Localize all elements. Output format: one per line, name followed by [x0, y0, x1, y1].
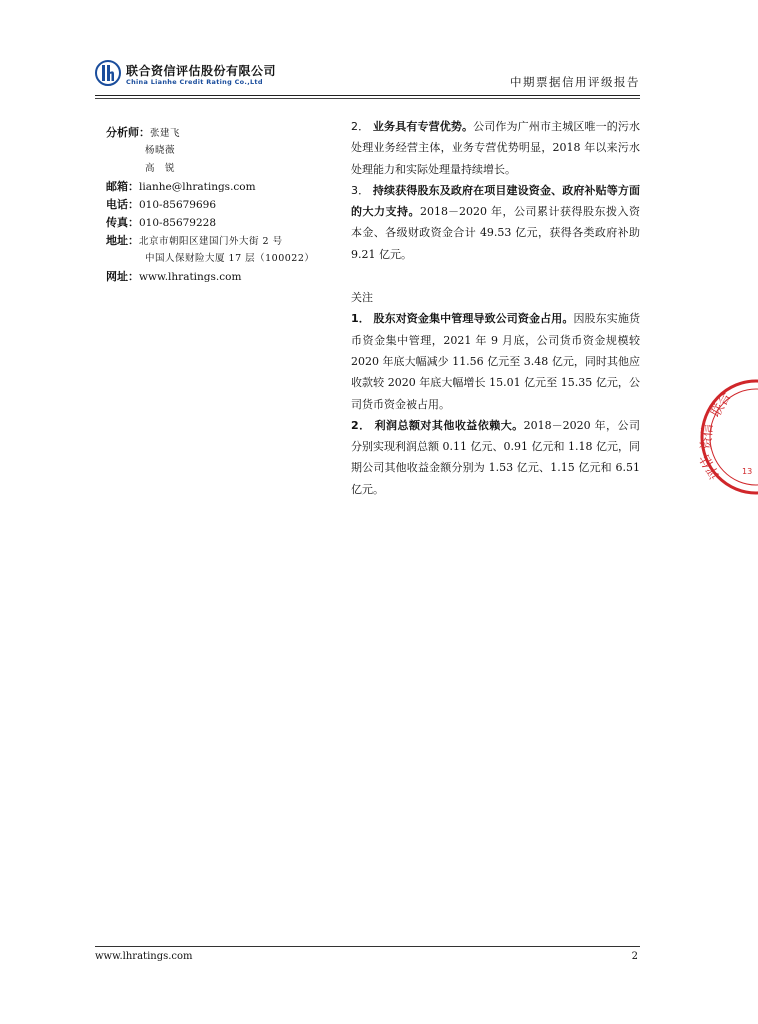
- company-seal-stamp: [698, 378, 758, 496]
- item-number: 2．: [351, 418, 371, 432]
- concerns-heading: 关注: [351, 291, 373, 305]
- contact-column: [106, 124, 336, 286]
- report-type: 中期票据信用评级报告: [510, 75, 640, 89]
- analysts-row: [106, 142, 336, 160]
- fax-row: [106, 214, 336, 232]
- item-title: 业务具有专营优势。: [372, 120, 474, 133]
- analysts-row: [106, 160, 336, 178]
- address-line-2: 中国人保财险大厦 17 层（100022）: [145, 253, 315, 264]
- lianhe-logo-icon: [95, 60, 121, 86]
- footer-rule: [95, 946, 640, 947]
- concern-item: [351, 415, 640, 500]
- address-line-1: 北京市朝阳区建国门外大街 2 号: [139, 236, 283, 247]
- strength-item: [351, 180, 640, 265]
- fax-label: 传真：: [106, 216, 139, 229]
- strength-item: [351, 116, 640, 180]
- concern-item: [351, 308, 640, 414]
- website-row: [106, 268, 336, 286]
- page-header: [95, 58, 640, 98]
- analyst-name: 杨晓薇: [145, 145, 176, 156]
- item-title: 利润总额对其他收益依赖大。: [374, 418, 524, 432]
- website-value[interactable]: www.lhratings.com: [139, 271, 242, 283]
- svg-text:资信: 资信: [699, 423, 717, 451]
- analyst-name: 高 锐: [145, 163, 176, 174]
- phone-row: [106, 196, 336, 214]
- email-row: [106, 178, 336, 196]
- item-title: 股东对资金集中管理导致公司资金占用。: [373, 312, 574, 326]
- item-text: 因股东实施货币资金集中管理，2021 年 9 月底，公司货币资金规模较 2020 年底大幅减少 11.56 亿元至 3.48 亿元，同时其他应收款较 2020 年底大幅增长 15.01 亿元至 15.35 亿元，公司货币资金被占用。: [351, 312, 640, 411]
- email-value[interactable]: lianhe@lhratings.com: [139, 181, 256, 193]
- phone-value: 010-85679696: [139, 199, 217, 211]
- item-title: 持续获得股东及政府在项目建设资金、政府补贴等方面的大力支持。: [351, 183, 641, 219]
- item-text: 2018－2020 年，公司分别实现利润总额 0.11 亿元、0.91 亿元和 1.18 亿元，同期公司其他收益金额分别为 1.53 亿元、1.15 亿元和 6.51 亿元。: [351, 418, 640, 496]
- website-label: 网址：: [106, 270, 139, 283]
- analysts-label: 分析师：: [106, 126, 150, 139]
- header-rule: [95, 95, 640, 96]
- svg-text:13: 13: [742, 467, 753, 476]
- phone-label: 电话：: [106, 198, 139, 211]
- item-number: 1．: [351, 312, 370, 326]
- analyst-name: 张建飞: [150, 128, 181, 139]
- company-name-en: China Lianhe Credit Rating Co.,Ltd: [126, 78, 263, 86]
- header-rule-thin: [95, 98, 640, 99]
- item-number: 3．: [351, 183, 370, 197]
- analysts-row: [106, 124, 336, 142]
- rating-content-column: [351, 116, 640, 500]
- company-name-cn: 联合资信评估股份有限公司: [126, 64, 277, 78]
- item-text: 2018－2020 年，公司累计获得股东拨入资本金、各级财政资金合计 49.53 亿元，获得各类政府补助 9.21 亿元。: [351, 205, 641, 261]
- address-row: [106, 232, 336, 250]
- address-row: [106, 250, 336, 268]
- svg-text:联合: 联合: [708, 389, 735, 420]
- address-label: 地址：: [106, 234, 139, 247]
- item-number: 2．: [351, 120, 370, 133]
- page-number: 2: [631, 951, 638, 962]
- footer-website[interactable]: www.lhratings.com: [95, 951, 193, 962]
- fax-value: 010-85679228: [139, 217, 217, 229]
- email-label: 邮箱：: [106, 180, 139, 193]
- item-text: 公司作为广州市主城区唯一的污水处理业务经营主体，业务专营优势明显，2018 年以来污水处理能力和实际处理量持续增长。: [351, 120, 641, 176]
- svg-text:评估: 评估: [697, 451, 724, 482]
